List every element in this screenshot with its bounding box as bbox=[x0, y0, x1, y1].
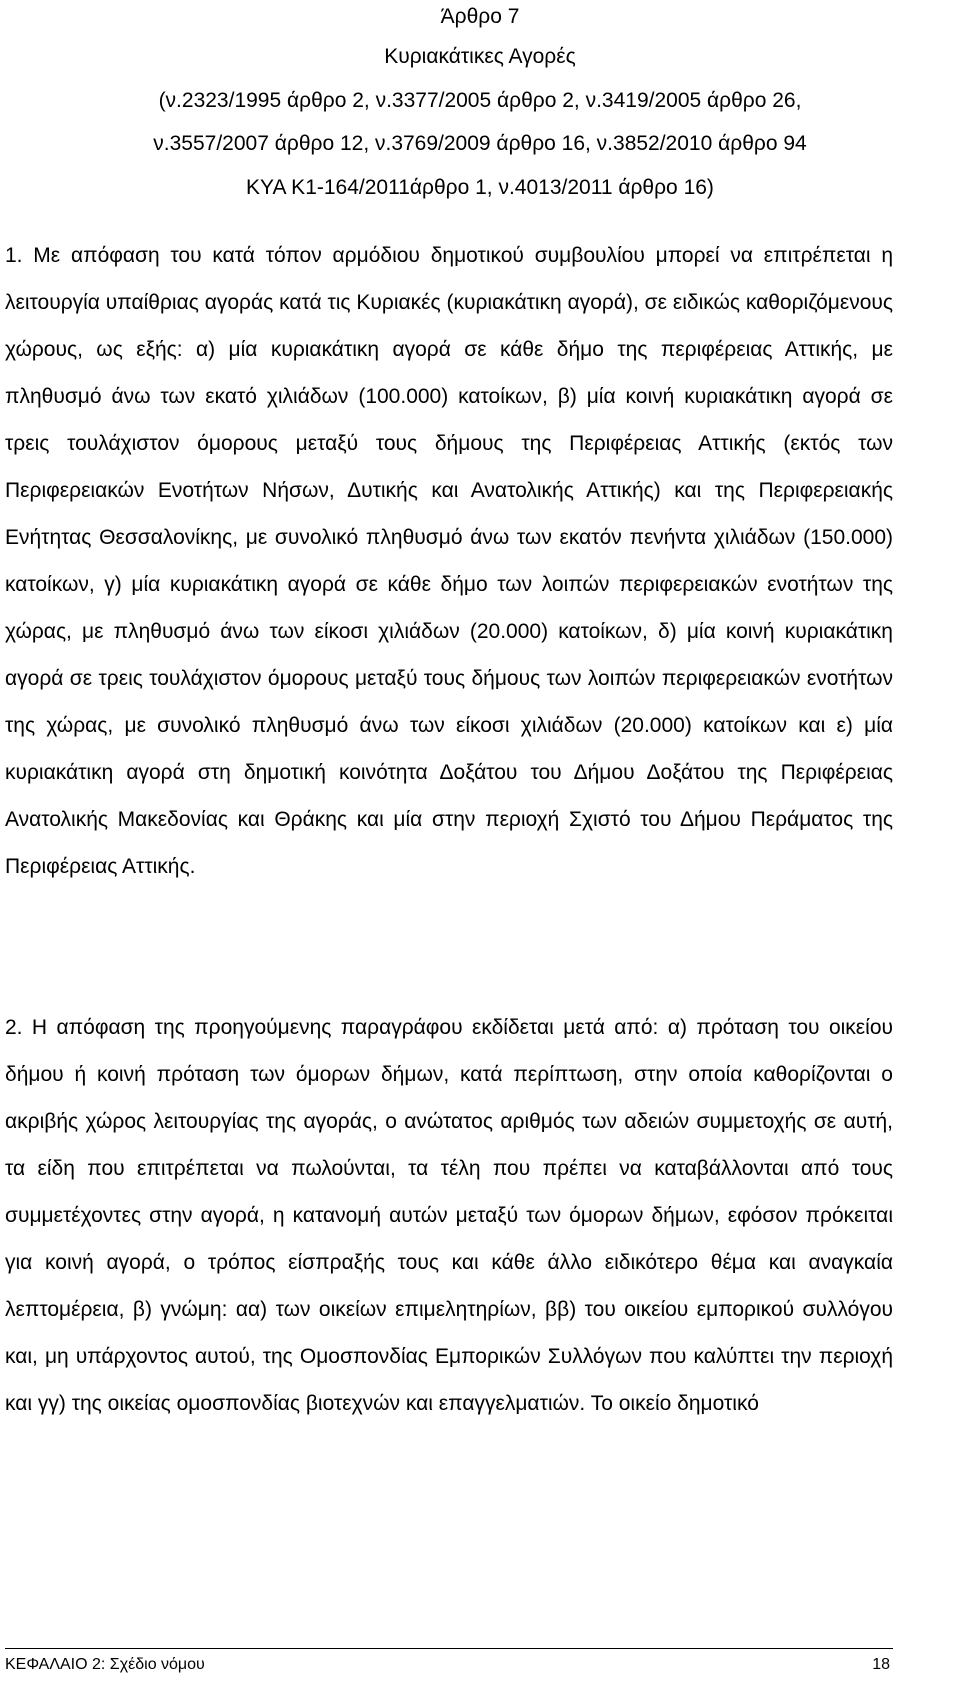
article-number: Άρθρο 7 bbox=[440, 5, 520, 28]
paragraph-1: 1. Με απόφαση του κατά τόπον αρμόδιου δημοτικού συμβουλίου μπορεί να επιτρέπεται η λειτουργία υπαίθριας αγοράς κατά τις Κυριακές (κυριακάτικη αγορά), σε ειδικώς καθοριζόμενους χώρους, ως εξής: α) μία κυριακάτικη αγορά σε κάθε δήμο της περιφέρειας Αττικής, με πληθυσμό άνω των εκατό χιλιάδων (100.000) κατοίκων, β) μία κοινή κυριακάτικη αγορά σε τρεις τουλάχιστον όμορους μεταξύ τους δήμους της Περιφέρειας Αττικής (εκτός των Περιφερειακών Ενοτήτων Νήσων, Δυτικής και Ανατολικής Αττικής) και της Περιφερειακής Ενήτητας Θεσσαλονίκης, με συνολικό πληθυσμό άνω των εκατόν πενήντα χιλιάδων (150.000) κατοίκων, γ) μία κυριακάτικη αγορά σε κάθε δήμο των λοιπών περιφερειακών ενοτήτων της χώρας, με πληθυσμό άνω των είκοσι χιλιάδων (20.000) κατοίκων, δ) μία κοινή κυριακάτικη αγορά σε τρεις τουλάχιστον όμορους μεταξύ τους δήμους των λοιπών περιφερειακών ενοτήτων της χώρας, με συνολικό πληθυσμό άνω των είκοσι χιλιάδων (20.000) κατοίκων και ε) μία κυριακάτικη αγορά στη δημοτική κοινότητα Δοξάτου του Δήμου Δοξάτου της Περιφέρειας Ανατολικής Μακεδονίας και Θράκης και μία στην περιοχή Σχιστό του Δήμου Περάματος της Περιφέρειας Αττικής. bbox=[5, 244, 893, 878]
article-reference-line: (ν.2323/1995 άρθρο 2, ν.3377/2005 άρθρο 2, ν.3419/2005 άρθρο 26, bbox=[158, 89, 802, 112]
article-title: Κυριακάτικες Αγορές bbox=[384, 45, 576, 68]
article-reference-line: ΚΥΑ Κ1-164/2011άρθρο 1, ν.4013/2011 άρθρο 16) bbox=[246, 176, 714, 199]
footer-chapter-label: ΚΕΦΑΛΑΙΟ 2: Σχέδιο νόμου bbox=[5, 1656, 205, 1673]
article-reference-line: ν.3557/2007 άρθρο 12, ν.3769/2009 άρθρο 16, ν.3852/2010 άρθρο 94 bbox=[153, 132, 807, 155]
footer-page-number: 18 bbox=[872, 1656, 890, 1673]
paragraph-2: 2. Η απόφαση της προηγούμενης παραγράφου εκδίδεται μετά από: α) πρόταση του οικείου δήμου ή κοινή πρόταση των όμορων δήμων, κατά περίπτωση, στην οποία καθορίζονται ο ακριβής χώρος λειτουργίας της αγοράς, ο ανώτατος αριθμός των αδειών συμμετοχής σε αυτή, τα είδη που επιτρέπεται να πωλούνται, τα τέλη που πρέπει να καταβάλλονται από τους συμμετέχοντες στην αγορά, η κατανομή αυτών μεταξύ των όμορων δήμων, εφόσον πρόκειται για κοινή αγορά, ο τρόπος είσπραξής τους και κάθε άλλο ειδικότερο θέμα και αναγκαία λεπτομέρεια, β) γνώμη: αα) των οικείων επιμελητηρίων, ββ) του οικείου εμπορικού συλλόγου και, μη υπάρχοντος αυτού, της Ομοσπονδίας Εμπορικών Συλλόγων που καλύπτει την περιοχή και γγ) της οικείας ομοσπονδίας βιοτεχνών και επαγγελματιών. Το οικείο δημοτικό bbox=[5, 1016, 893, 1415]
footer-divider bbox=[5, 1648, 893, 1649]
